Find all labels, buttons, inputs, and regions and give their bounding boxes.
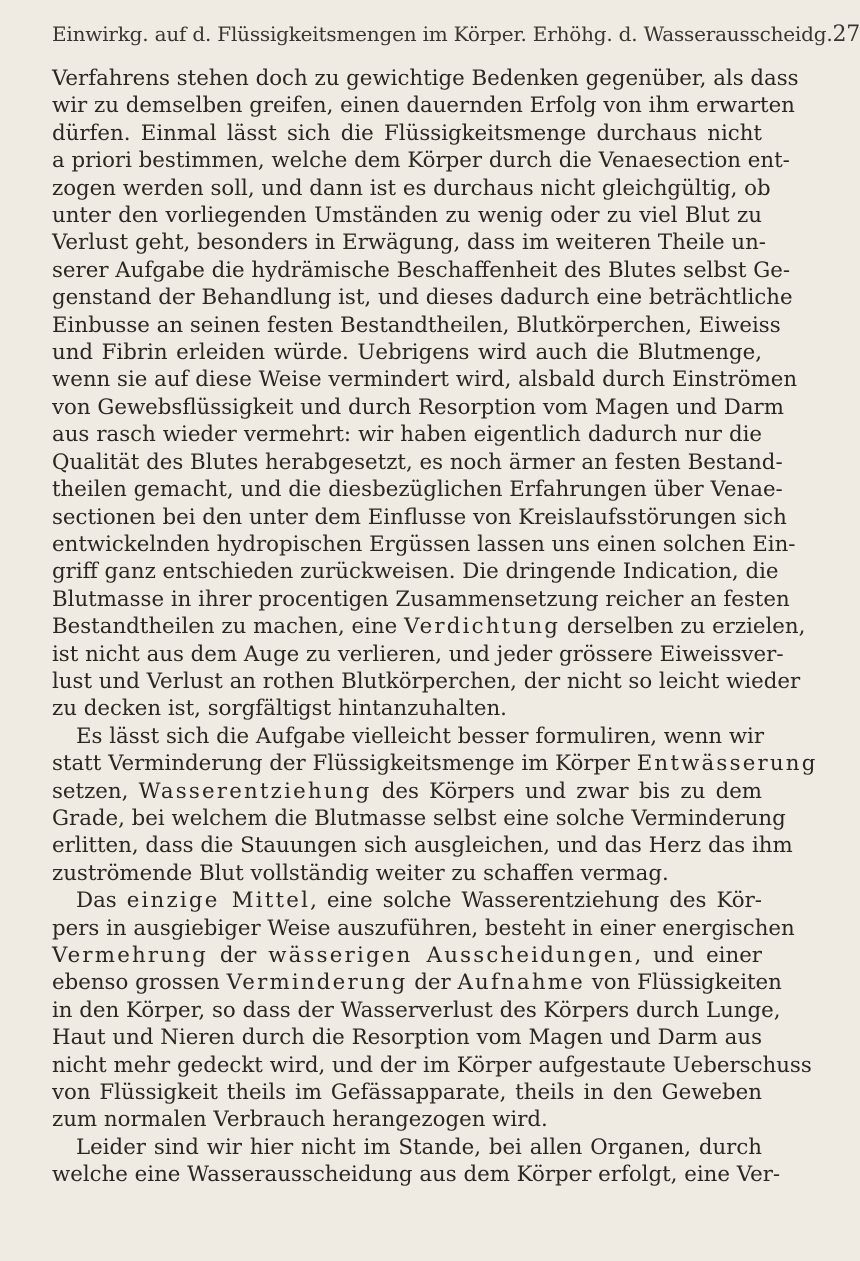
text-segment: der	[207, 943, 269, 968]
text-line	[52, 558, 779, 585]
text-segment: Qualität des Blutes herabgesetzt, es noch ärmer an festen Bestand-	[52, 449, 783, 475]
text-segment: , eine solche Wasserentziehung des Kör-	[310, 888, 762, 914]
text-segment: dürfen. Einmal lässt sich die Flüssigkeitsmenge durchaus nicht	[52, 120, 762, 146]
text-segment: welche eine Wasserausscheidung aus dem Körper erfolgt, eine Ver-	[52, 1162, 781, 1188]
text-segment: in den Körper, so dass der Wasserverlust des Körpers durch Lunge,	[52, 997, 781, 1023]
text-segment: nicht mehr gedeckt wird, und der im Körper aufgestaute Ueberschuss	[52, 1052, 812, 1078]
text-line	[52, 147, 790, 174]
text-line	[52, 915, 795, 942]
text-segment: griff ganz entschieden zurückweisen. Die dringende Indication, die	[52, 559, 779, 585]
text-segment: entwickelnden hydropischen Ergüssen lassen uns einen solchen Ein-	[52, 531, 796, 557]
text-line	[52, 942, 762, 969]
running-head	[52, 22, 860, 47]
text-line	[52, 202, 762, 229]
text-segment: a priori bestimmen, welche dem Körper durch die Venaesection ent-	[52, 148, 790, 174]
text-segment: ist nicht aus dem Auge zu verlieren, und jeder grössere Eiweissver-	[52, 641, 784, 667]
text-segment: serer Aufgabe die hydrämische Beschaffenheit des Blutes selbst Ge-	[52, 257, 791, 283]
text-segment: Einbusse an seinen festen Bestandtheilen, Blutkörperchen, Eiweiss	[52, 312, 781, 338]
text-line	[52, 832, 793, 859]
text-line	[52, 257, 791, 284]
text-segment: von Gewebsflüssigkeit und durch Resorption vom Magen und Darm	[52, 394, 784, 420]
text-line	[52, 449, 783, 476]
text-line	[52, 312, 781, 339]
text-line	[52, 586, 790, 613]
text-segment: lust und Verlust an rothen Blutkörperchen, der nicht so leicht wieder	[52, 668, 801, 694]
text-line	[52, 887, 762, 914]
text-line	[52, 1134, 762, 1161]
text-segment: von Flüssigkeit theils im Gefässapparate, theils in den Geweben	[52, 1080, 762, 1106]
text-segment: setzen,	[52, 778, 139, 804]
text-segment: derselben zu erzielen,	[560, 614, 806, 640]
text-line	[52, 695, 762, 722]
text-segment: von Flüssigkeiten	[584, 970, 782, 996]
text-segment: und Fibrin erleiden würde. Uebrigens wird auch die Blutmenge,	[52, 340, 762, 366]
text-segment: zum normalen Verbrauch herangezogen wird.	[52, 1107, 548, 1133]
text-line	[52, 1079, 762, 1106]
text-line	[52, 120, 762, 147]
text-line	[52, 1024, 762, 1051]
text-segment: , und einer	[634, 943, 762, 968]
text-segment: wir zu demselben greifen, einen dauernden Erfolg von ihm erwarten	[52, 93, 795, 119]
text-segment: erlitten, dass die Stauungen sich ausgleichen, und das Herz das ihm	[52, 833, 793, 859]
page-number: 27	[832, 22, 860, 47]
text-segment: theilen gemacht, und die diesbezüglichen Erfahrungen über Venae-	[52, 477, 783, 503]
text-line	[52, 1161, 781, 1188]
text-segment: Bestandtheilen zu machen, eine	[52, 614, 404, 640]
emphasized-text: einzige Mittel	[126, 888, 311, 914]
text-line	[52, 969, 782, 996]
text-line	[52, 531, 796, 558]
text-segment: aus rasch wieder vermehrt: wir haben eigentlich dadurch nur die	[52, 422, 762, 448]
text-segment: Das	[76, 888, 127, 914]
body-text	[52, 65, 818, 1189]
text-line	[52, 284, 793, 311]
text-line	[52, 613, 806, 640]
text-line	[52, 421, 762, 448]
text-line	[52, 476, 783, 503]
emphasized-text: Entwässerung	[636, 751, 818, 777]
text-line	[52, 229, 767, 256]
emphasized-text: Verminderung	[226, 970, 408, 996]
running-head-title: Einwirkg. auf d. Flüssigkeitsmengen im Körper. Erhöhg. d. Wasserausscheidg.	[52, 22, 833, 46]
text-segment: sectionen bei den unter dem Einflusse von Kreislaufsstörungen sich	[52, 504, 787, 530]
text-segment: statt Verminderung der Flüssigkeitsmenge im Körper	[52, 751, 637, 777]
emphasized-text: Verdichtung	[403, 614, 561, 640]
text-line	[52, 723, 765, 750]
text-segment: ebenso grossen	[52, 970, 227, 996]
text-line	[52, 366, 798, 393]
text-line	[52, 805, 786, 832]
text-segment: Es lässt sich die Aufgabe vielleicht besser formuliren, wenn wir	[76, 723, 765, 749]
text-segment: Blutmasse in ihrer procentigen Zusammensetzung reicher an festen	[52, 586, 790, 612]
text-segment: wenn sie auf diese Weise vermindert wird, alsbald durch Einströmen	[52, 367, 798, 393]
text-segment: zogen werden soll, und dann ist es durchaus nicht gleichgültig, ob	[52, 175, 771, 201]
text-segment: genstand der Behandlung ist, und dieses dadurch eine beträchtliche	[52, 285, 793, 311]
text-line	[52, 860, 762, 887]
text-line	[52, 394, 784, 421]
text-line	[52, 65, 799, 92]
text-segment: pers in ausgiebiger Weise auszuführen, besteht in einer energischen	[52, 915, 795, 941]
text-segment: Leider sind wir hier nicht im Stande, bei allen Organen, durch	[76, 1134, 762, 1160]
text-segment: unter den vorliegenden Umständen zu wenig oder zu viel Blut zu	[52, 203, 762, 229]
emphasized-text: Wasserentziehung	[138, 778, 372, 804]
text-segment: Haut und Nieren durch die Resorption vom Magen und Darm aus	[52, 1025, 762, 1051]
text-line	[52, 175, 771, 202]
emphasized-text: Aufnahme	[457, 970, 585, 996]
text-segment: Verlust geht, besonders in Erwägung, dass im weiteren Theile un-	[52, 230, 767, 256]
text-line	[52, 504, 787, 531]
text-segment: des Körpers und zwar bis zu dem	[371, 778, 763, 804]
text-segment: Grade, bei welchem die Blutmasse selbst eine solche Verminderung	[52, 805, 786, 831]
text-line	[52, 1052, 812, 1079]
text-segment: Verfahrens stehen doch zu gewichtige Bedenken gegenüber, als dass	[52, 66, 799, 91]
text-line	[52, 1106, 762, 1133]
text-segment: der	[407, 970, 458, 996]
text-line	[52, 750, 818, 777]
text-segment: zuströmende Blut vollständig weiter zu schaffen vermag.	[52, 860, 669, 886]
text-line	[52, 339, 762, 366]
emphasized-text: Vermehrung	[52, 943, 208, 968]
text-line	[52, 778, 762, 805]
text-line	[52, 641, 784, 668]
text-segment: zu decken ist, sorgfältigst hintanzuhalten.	[52, 696, 507, 722]
text-line	[52, 92, 795, 119]
text-line	[52, 997, 781, 1024]
emphasized-text: wässerigen Ausscheidungen	[268, 943, 635, 968]
text-line	[52, 668, 801, 695]
